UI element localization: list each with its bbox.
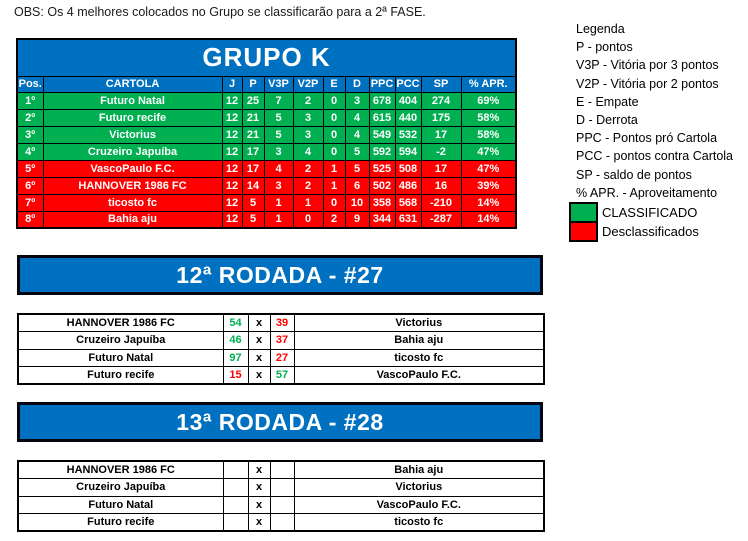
position-cell: 2º [17, 109, 43, 126]
stat-cell: 404 [395, 92, 421, 109]
stat-cell: 344 [369, 211, 395, 228]
stat-cell: 3 [293, 109, 323, 126]
column-header-v2p: V2P [293, 76, 323, 92]
stat-cell: 17 [421, 160, 461, 177]
away-team-cell: Bahia aju [294, 461, 544, 479]
stat-cell: 3 [293, 126, 323, 143]
legend-eliminated-row [569, 221, 733, 242]
stat-cell: 25 [242, 92, 264, 109]
stat-cell: 0 [323, 126, 345, 143]
away-score-cell [270, 514, 294, 532]
stat-cell: 14 [242, 177, 264, 194]
stat-cell: 274 [421, 92, 461, 109]
stat-cell: 69% [461, 92, 516, 109]
versus-cell: x [248, 314, 270, 332]
match-row [18, 367, 544, 385]
stat-cell: 549 [369, 126, 395, 143]
home-score-cell: 15 [223, 367, 248, 385]
home-score-cell [223, 479, 248, 497]
away-team-cell: ticosto fc [294, 349, 544, 367]
classified-label: CLASSIFICADO [602, 204, 698, 220]
stat-cell: 12 [222, 92, 242, 109]
legend [569, 20, 733, 242]
stat-cell: 0 [323, 109, 345, 126]
home-team-cell: Futuro recife [18, 367, 223, 385]
stat-cell: 358 [369, 194, 395, 211]
stat-cell: 5 [242, 211, 264, 228]
home-team-cell: HANNOVER 1986 FC [18, 461, 223, 479]
away-team-cell: VascoPaulo F.C. [294, 496, 544, 514]
stat-cell: 14% [461, 211, 516, 228]
versus-cell: x [248, 349, 270, 367]
match-row [18, 349, 544, 367]
column-header-p: P [242, 76, 264, 92]
away-score-cell: 39 [270, 314, 294, 332]
stat-cell: 2 [323, 211, 345, 228]
stat-cell: 0 [323, 143, 345, 160]
stat-cell: 21 [242, 126, 264, 143]
stat-cell: -2 [421, 143, 461, 160]
legend-item: PCC - pontos contra Cartola [576, 149, 734, 164]
home-team-cell: Futuro recife [18, 514, 223, 532]
column-header-apr: % APR. [461, 76, 516, 92]
column-header-sp: SP [421, 76, 461, 92]
away-team-cell: Victorius [294, 479, 544, 497]
stat-cell: 440 [395, 109, 421, 126]
stat-cell: 5 [345, 160, 369, 177]
column-header-e: E [323, 76, 345, 92]
position-cell: 8º [17, 211, 43, 228]
legend-item: V2P - Vitória por 2 pontos [576, 76, 719, 91]
stat-cell: 1 [293, 194, 323, 211]
stat-cell: 4 [264, 160, 293, 177]
stat-cell: 175 [421, 109, 461, 126]
group-header-row [17, 76, 516, 92]
stat-cell: 7 [264, 92, 293, 109]
eliminated-label: Desclassificados [602, 223, 699, 239]
team-cell: HANNOVER 1986 FC [43, 177, 222, 194]
stat-cell: 486 [395, 177, 421, 194]
group-title: GRUPO K [17, 39, 516, 76]
versus-cell: x [248, 496, 270, 514]
home-team-cell: Cruzeiro Japuíba [18, 332, 223, 350]
team-cell: VascoPaulo F.C. [43, 160, 222, 177]
stat-cell: 16 [421, 177, 461, 194]
classified-color-swatch [569, 202, 598, 223]
legend-item: P - pontos [576, 40, 633, 55]
round-12-banner [17, 255, 543, 295]
match-row [18, 496, 544, 514]
match-row [18, 479, 544, 497]
stat-cell: 1 [264, 211, 293, 228]
stat-cell: 47% [461, 143, 516, 160]
away-team-cell: Bahia aju [294, 332, 544, 350]
stat-cell: 502 [369, 177, 395, 194]
home-score-cell: 97 [223, 349, 248, 367]
match-row [18, 514, 544, 532]
group-title-row [17, 39, 516, 76]
position-cell: 6º [17, 177, 43, 194]
home-team-cell: Futuro Natal [18, 496, 223, 514]
team-cell: Futuro Natal [43, 92, 222, 109]
stat-cell: 1 [323, 160, 345, 177]
team-cell: Bahia aju [43, 211, 222, 228]
stat-cell: 12 [222, 109, 242, 126]
stat-cell: 4 [345, 109, 369, 126]
home-score-cell: 46 [223, 332, 248, 350]
stat-cell: 1 [264, 194, 293, 211]
stat-cell: 2 [293, 177, 323, 194]
stat-cell: 4 [293, 143, 323, 160]
stat-cell: 17 [242, 160, 264, 177]
legend-item: V3P - Vitória por 3 pontos [576, 58, 719, 73]
stat-cell: 17 [242, 143, 264, 160]
stat-cell: 5 [242, 194, 264, 211]
stat-cell: 10 [345, 194, 369, 211]
standings-row [17, 92, 516, 109]
obs-note: OBS: Os 4 melhores colocados no Grupo se classificarão para a 2ª FASE. [14, 5, 426, 19]
legend-classified-row [569, 202, 733, 223]
stat-cell: -287 [421, 211, 461, 228]
legend-title: Legenda [576, 22, 625, 36]
stat-cell: 12 [222, 160, 242, 177]
stat-cell: 5 [264, 126, 293, 143]
legend-item: SP - saldo de pontos [576, 167, 692, 182]
versus-cell: x [248, 367, 270, 385]
away-team-cell: VascoPaulo F.C. [294, 367, 544, 385]
versus-cell: x [248, 514, 270, 532]
stat-cell: 58% [461, 109, 516, 126]
team-cell: Victorius [43, 126, 222, 143]
column-header-j: J [222, 76, 242, 92]
standings-row [17, 211, 516, 228]
stat-cell: 0 [323, 92, 345, 109]
stat-cell: 615 [369, 109, 395, 126]
stat-cell: 4 [345, 126, 369, 143]
stat-cell: -210 [421, 194, 461, 211]
stat-cell: 5 [345, 143, 369, 160]
away-score-cell [270, 496, 294, 514]
stat-cell: 678 [369, 92, 395, 109]
standings-row [17, 143, 516, 160]
standings-row [17, 177, 516, 194]
home-score-cell [223, 514, 248, 532]
stat-cell: 58% [461, 126, 516, 143]
stat-cell: 532 [395, 126, 421, 143]
team-cell: Cruzeiro Japuíba [43, 143, 222, 160]
stat-cell: 12 [222, 194, 242, 211]
position-cell: 1º [17, 92, 43, 109]
team-cell: Futuro recife [43, 109, 222, 126]
stat-cell: 525 [369, 160, 395, 177]
stat-cell: 1 [323, 177, 345, 194]
legend-item: % APR. - Aproveitamento [576, 185, 718, 200]
stat-cell: 2 [293, 92, 323, 109]
column-header-ppc: PPC [370, 78, 394, 90]
home-team-cell: Cruzeiro Japuíba [18, 479, 223, 497]
stat-cell: 17 [421, 126, 461, 143]
position-cell: 3º [17, 126, 43, 143]
stat-cell: 12 [222, 177, 242, 194]
stat-cell: 508 [395, 160, 421, 177]
round-13-match-table [17, 460, 545, 532]
stat-cell: 0 [323, 194, 345, 211]
position-cell: 5º [17, 160, 43, 177]
group-standings-table [16, 38, 517, 229]
column-header-pos: Pos. [18, 78, 42, 90]
away-team-cell: ticosto fc [294, 514, 544, 532]
versus-cell: x [248, 461, 270, 479]
away-score-cell: 37 [270, 332, 294, 350]
stat-cell: 12 [222, 143, 242, 160]
standings-row [17, 194, 516, 211]
home-team-cell: Futuro Natal [18, 349, 223, 367]
match-row [18, 332, 544, 350]
team-cell: ticosto fc [43, 194, 222, 211]
stat-cell: 3 [264, 177, 293, 194]
stat-cell: 39% [461, 177, 516, 194]
away-team-cell: Victorius [294, 314, 544, 332]
away-score-cell [270, 479, 294, 497]
stat-cell: 47% [461, 160, 516, 177]
stat-cell: 2 [293, 160, 323, 177]
home-score-cell [223, 496, 248, 514]
round-13-title: 13ª RODADA - #28 [176, 408, 384, 435]
home-score-cell [223, 461, 248, 479]
stat-cell: 12 [222, 126, 242, 143]
legend-item: PPC - Pontos pró Cartola [576, 131, 718, 146]
standings-row [17, 109, 516, 126]
versus-cell: x [248, 332, 270, 350]
stat-cell: 14% [461, 194, 516, 211]
match-row [18, 314, 544, 332]
standings-row [17, 126, 516, 143]
stat-cell: 594 [395, 143, 421, 160]
stat-cell: 0 [293, 211, 323, 228]
column-header-d: D [345, 76, 369, 92]
stat-cell: 9 [345, 211, 369, 228]
column-header-cartola: CARTOLA [43, 76, 222, 92]
home-score-cell: 54 [223, 314, 248, 332]
stat-cell: 12 [222, 211, 242, 228]
column-header-pcc: PCC [396, 78, 420, 90]
eliminated-color-swatch [569, 221, 598, 242]
round-13-banner [17, 402, 543, 442]
stat-cell: 5 [264, 109, 293, 126]
home-team-cell: HANNOVER 1986 FC [18, 314, 223, 332]
stat-cell: 568 [395, 194, 421, 211]
round-12-title: 12ª RODADA - #27 [176, 261, 384, 288]
stat-cell: 592 [369, 143, 395, 160]
position-cell: 7º [17, 194, 43, 211]
away-score-cell: 57 [270, 367, 294, 385]
versus-cell: x [248, 479, 270, 497]
match-row [18, 461, 544, 479]
away-score-cell: 27 [270, 349, 294, 367]
stat-cell: 6 [345, 177, 369, 194]
column-header-v3p: V3P [264, 76, 293, 92]
stat-cell: 631 [395, 211, 421, 228]
round-12-match-table [17, 313, 545, 385]
legend-item: D - Derrota [576, 112, 638, 127]
stat-cell: 3 [264, 143, 293, 160]
position-cell: 4º [17, 143, 43, 160]
away-score-cell [270, 461, 294, 479]
stat-cell: 3 [345, 92, 369, 109]
legend-item: E - Empate [576, 94, 639, 109]
standings-row [17, 160, 516, 177]
stat-cell: 21 [242, 109, 264, 126]
